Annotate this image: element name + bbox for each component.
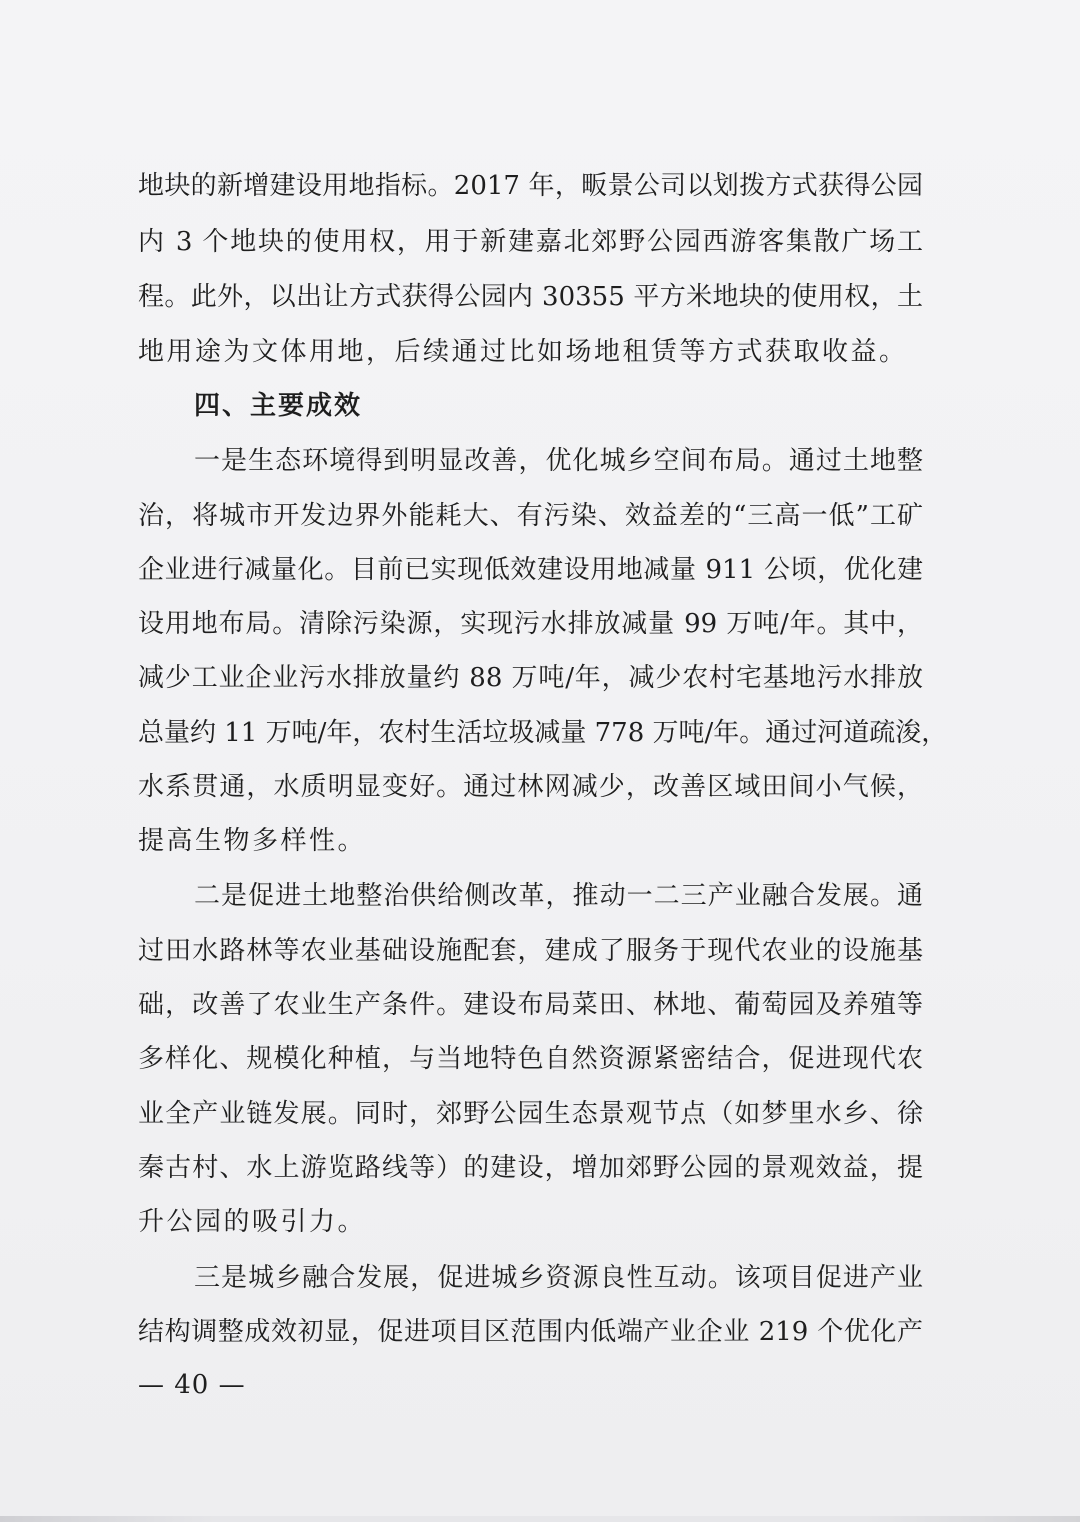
text-line: 减少工业企业污水排放量约 88 万吨/年，减少农村宅基地污水排放: [138, 663, 923, 693]
section-heading: 四、主要成效: [194, 391, 363, 421]
text-line: 础，改善了农业生产条件。建设布局菜田、林地、葡萄园及养殖等: [138, 990, 923, 1020]
text-line: 设用地布局。清除污染源，实现污水排放减量 99 万吨/年。其中，: [138, 609, 923, 639]
text-line: 程。此外，以出让方式获得公园内 30355 平方米地块的使用权，土: [138, 282, 923, 312]
page-number: — 40 —: [138, 1370, 246, 1400]
text-line: 过田水路林等农业基础设施配套，建成了服务于现代农业的设施基: [138, 936, 923, 966]
text-line: 企业进行减量化。目前已实现低效建设用地减量 911 公顷，优化建: [138, 555, 923, 585]
text-line: 多样化、规模化种植，与当地特色自然资源紧密结合，促进现代农: [138, 1044, 923, 1074]
text-line: 二是促进土地整治供给侧改革，推动一二三产业融合发展。通: [194, 881, 923, 911]
text-line: 结构调整成效初显，促进项目区范围内低端产业企业 219 个优化产: [138, 1317, 923, 1347]
text-line: 内 3 个地块的使用权，用于新建嘉北郊野公园西游客集散广场工: [138, 227, 923, 257]
text-line: 总量约 11 万吨/年，农村生活垃圾减量 778 万吨/年。通过河道疏浚，: [138, 718, 948, 748]
text-line: 提高生物多样性。: [138, 826, 367, 856]
page-bottom-edge: [0, 1516, 1080, 1522]
text-line: 三是城乡融合发展，促进城乡资源良性互动。该项目促进产业: [194, 1263, 923, 1293]
text-line: 地块的新增建设用地指标。2017 年，畈景公司以划拨方式获得公园: [138, 171, 923, 201]
text-line: 水系贯通，水质明显变好。通过林网减少，改善区域田间小气候，: [138, 772, 923, 802]
text-line: 治，将城市开发边界外能耗大、有污染、效益差的“三高一低”工矿: [138, 501, 923, 531]
text-line: 业全产业链发展。同时，郊野公园生态景观节点（如梦里水乡、徐: [138, 1099, 923, 1129]
text-line: 升公园的吸引力。: [138, 1207, 367, 1237]
text-line: 秦古村、水上游览路线等）的建设，增加郊野公园的景观效益，提: [138, 1153, 923, 1183]
text-line: 地用途为文体用地，后续通过比如场地租赁等方式获取收益。: [138, 337, 908, 367]
text-line: 一是生态环境得到明显改善，优化城乡空间布局。通过土地整: [194, 446, 923, 476]
